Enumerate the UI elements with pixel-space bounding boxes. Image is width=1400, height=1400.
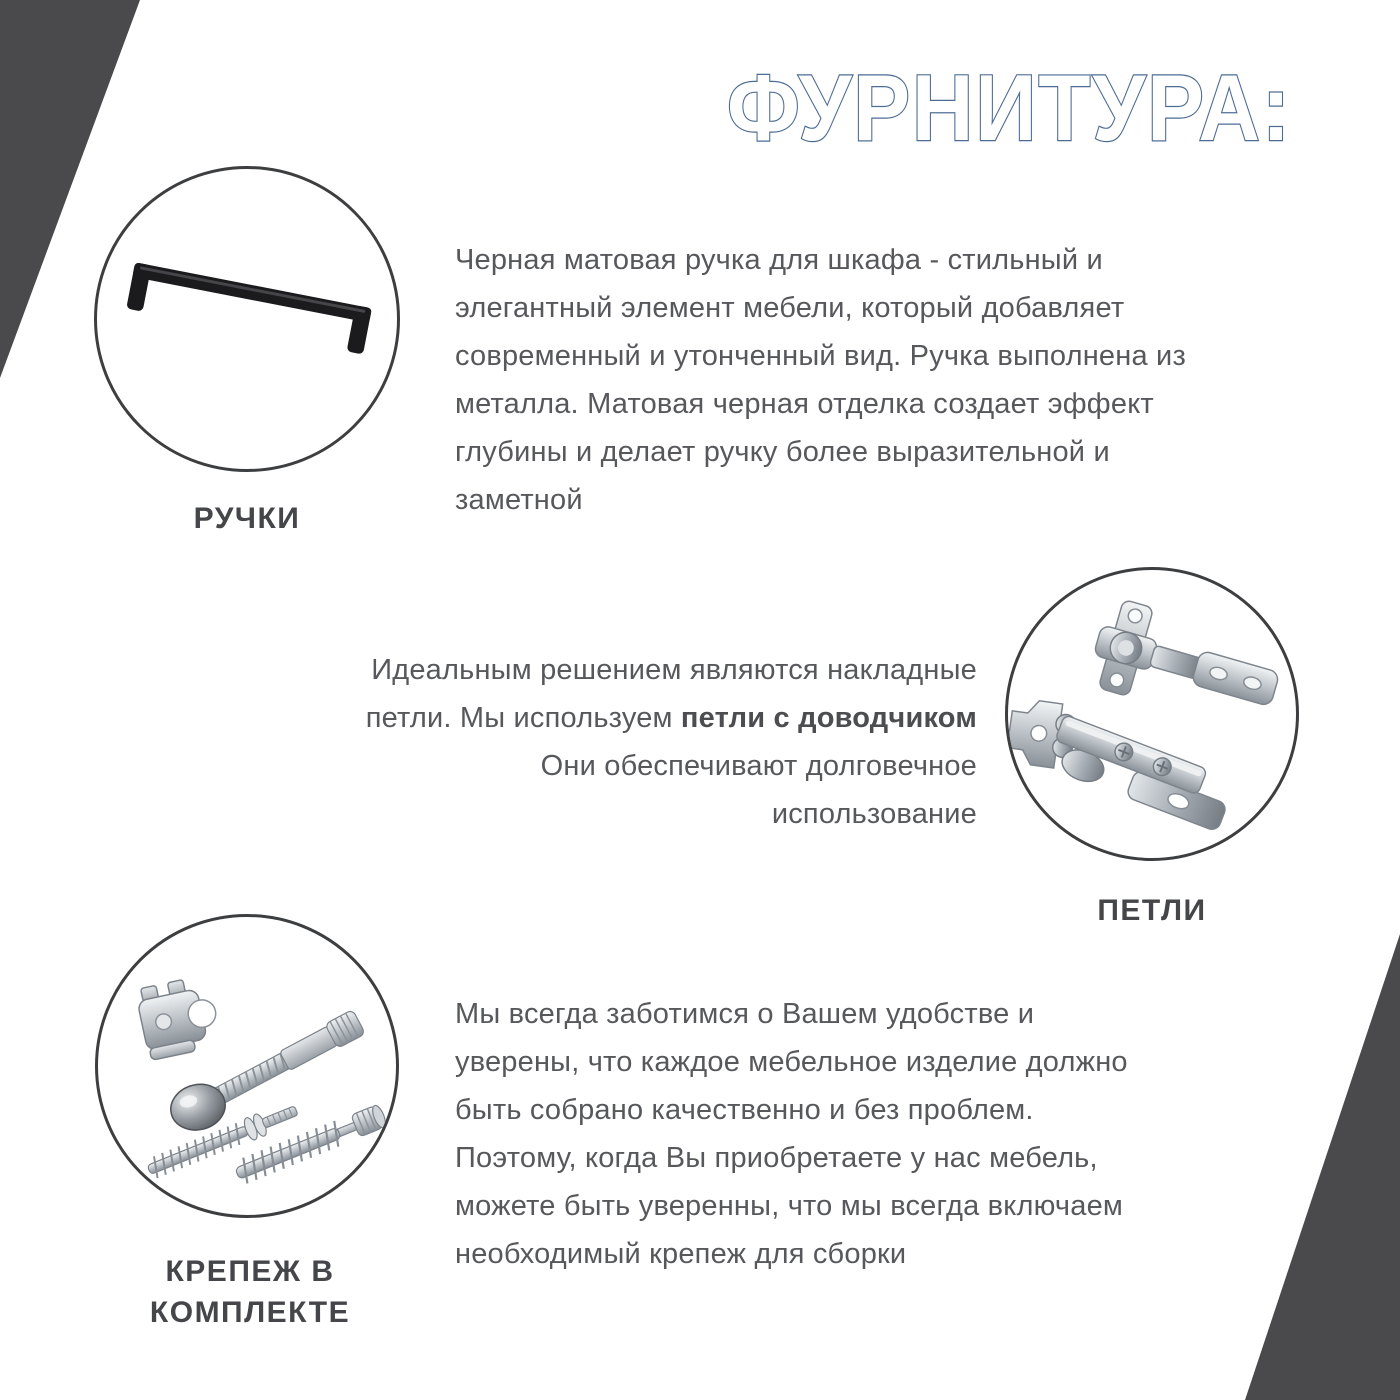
hinges-description <box>250 646 977 838</box>
handles-label <box>97 498 397 539</box>
fasteners-label-line: КОМПЛЕКТЕ <box>149 1296 351 1329</box>
text-line: можете быть уверенны, что мы всегда включаем <box>455 1190 1124 1222</box>
handles-label-text: РУЧКИ <box>193 502 301 535</box>
fasteners-description <box>455 990 1265 1278</box>
page-title-outline <box>660 40 1300 160</box>
text-line: необходимый крепеж для сборки <box>455 1238 907 1270</box>
text-line: Поэтому, когда Вы приобретаете у нас мебель, <box>455 1142 1098 1174</box>
cam-lock-icon <box>135 974 223 1060</box>
text-segment: петли. Мы используем <box>365 702 681 734</box>
text-line: заметной <box>455 484 583 516</box>
text-line: элегантный элемент мебели, который добавляет <box>455 292 1125 324</box>
page-title <box>660 40 1300 160</box>
text-line: быть собрано качественно и без проблем. <box>455 1094 1034 1126</box>
text-line: металла. Матовая черная отделка создает эффект <box>455 388 1154 420</box>
hinges-photo-circle <box>1005 567 1299 861</box>
text-line: Идеальным решением являются накладные <box>371 654 977 686</box>
text-line: Они обеспечивают долговечное <box>540 750 977 782</box>
text-line: глубины и делает ручку более выразительной и <box>455 436 1110 468</box>
text-line: использование <box>771 798 977 830</box>
text-line: уверены, что каждое мебельное изделие должно <box>455 1046 1128 1078</box>
text-line: Черная матовая ручка для шкафа - стильный и <box>455 244 1103 276</box>
hinges-label-text: ПЕТЛИ <box>1097 894 1207 927</box>
handles-description <box>455 236 1295 524</box>
fasteners-label-line: КРЕПЕЖ В <box>165 1255 335 1288</box>
hinges-label <box>1002 890 1302 931</box>
handles-photo-circle <box>94 166 400 472</box>
text-line: Мы всегда заботимся о Вашем удобстве и <box>455 998 1035 1030</box>
cabinet-handle-icon <box>97 169 397 469</box>
text-segment-bold: петли с доводчиком <box>680 702 977 734</box>
text-line: современный и утонченный вид. Ручка выполнена из <box>455 340 1186 372</box>
page-title-text: ФУРНИТУРА: <box>727 55 1292 160</box>
furniture-fasteners-icon <box>98 917 396 1215</box>
cabinet-hinges-icon <box>1008 570 1296 858</box>
fasteners-photo-circle <box>95 914 399 1218</box>
fasteners-label <box>100 1251 400 1333</box>
text-line <box>250 694 977 742</box>
